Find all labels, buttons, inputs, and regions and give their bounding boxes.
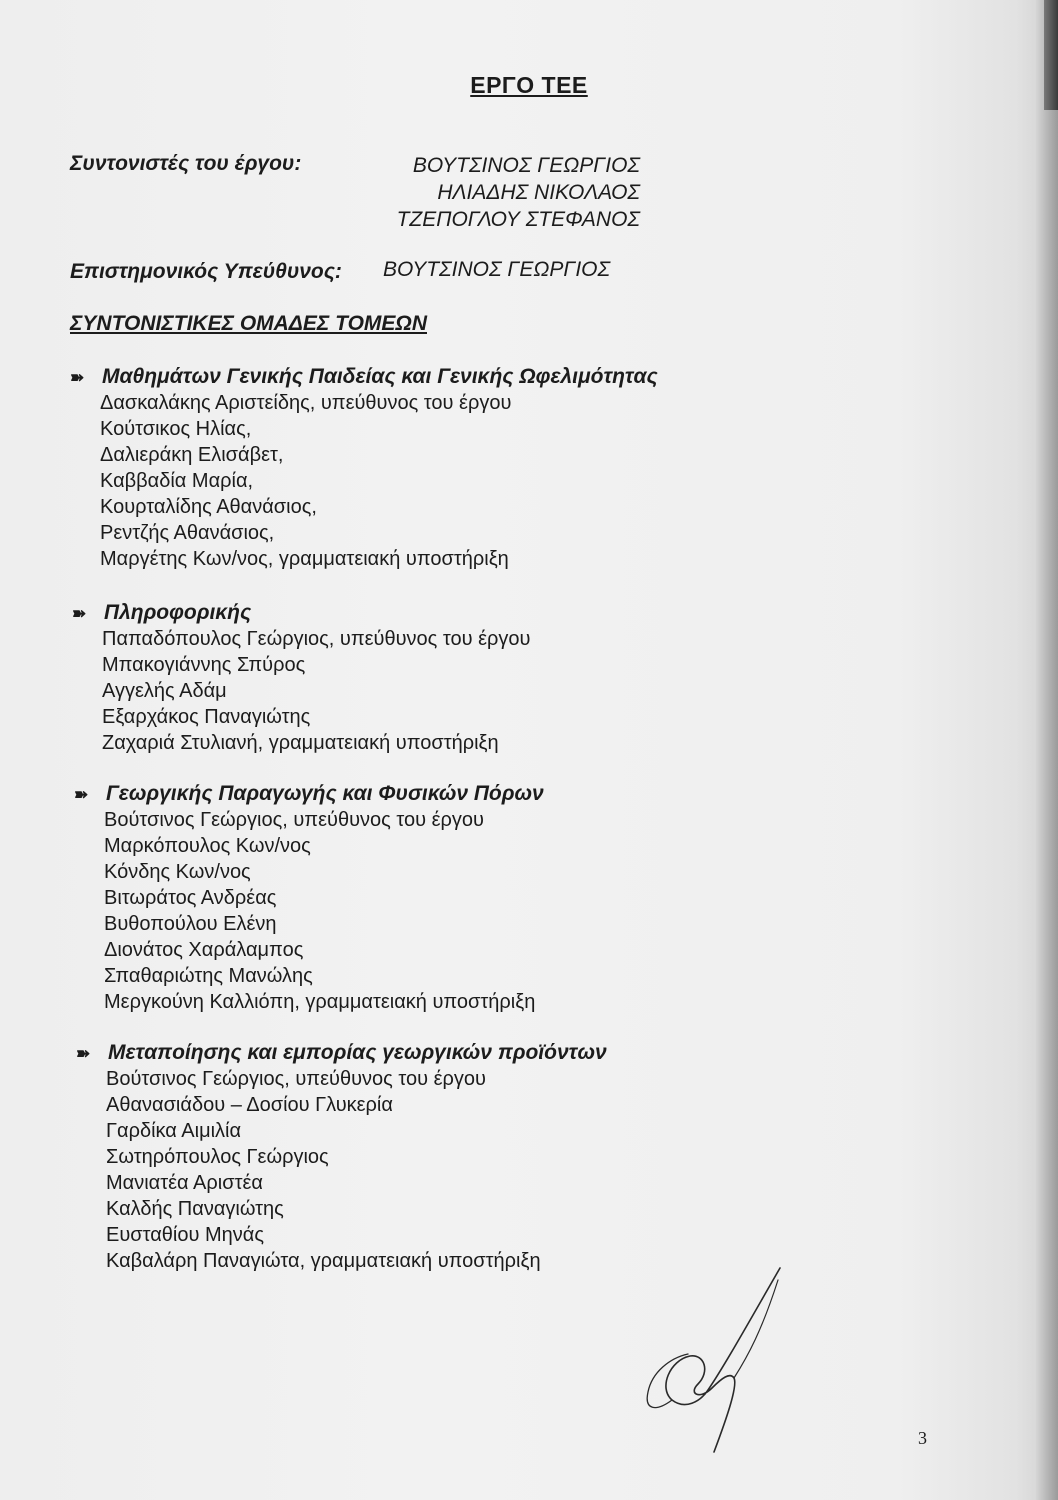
coordinators-label: Συντονιστές του έργου: [70,152,302,175]
list-item: Ευσταθίου Μηνάς [106,1224,264,1246]
list-item: Κούτσικος Ηλίας, [100,418,252,440]
list-item: Μεργκούνη Καλλιόπη, γραμματειακή υποστήριξη [104,991,536,1013]
list-item: Δαλιεράκη Ελισάβετ, [100,444,284,466]
section-processing-trade [76,1040,607,1274]
list-item: Βιτωράτος Ανδρέας [104,887,277,909]
coordinators-names [340,152,640,233]
member-list [104,807,544,1015]
section-general-education [70,364,658,572]
list-item: Κόνδης Κων/νος [104,861,251,883]
list-item: Καλδής Παναγιώτης [106,1198,284,1220]
arrow-bullet-icon: ➽ [72,604,87,623]
section-informatics [72,600,530,756]
arrow-bullet-icon: ➽ [76,1044,91,1063]
list-item: Σπαθαριώτης Μανώλης [104,965,313,987]
member-list [106,1066,607,1274]
arrow-bullet-icon: ➽ [74,785,89,804]
scientific-lead-label: Επιστημονικός Υπεύθυνος: [70,260,342,283]
coordinator-name: ΤΖΕΠΟΓΛΟΥ ΣΤΕΦΑΝΟΣ [396,208,640,231]
groups-heading: ΣΥΝΤΟΝΙΣΤΙΚΕΣ ΟΜΑΔΕΣ ΤΟΜΕΩΝ [70,312,427,335]
list-item: Βούτσινος Γεώργιος, υπεύθυνος του έργου [104,809,484,831]
list-item: Εξαρχάκος Παναγιώτης [102,706,311,728]
section-heading [70,364,658,390]
list-item: Αθανασιάδου – Δοσίου Γλυκερία [106,1094,393,1116]
section-title: Μεταποίησης και εμπορίας γεωργικών προϊόντων [108,1041,607,1064]
section-title: Πληροφορικής [104,601,252,624]
list-item: Βούτσινος Γεώργιος, υπεύθυνος του έργου [106,1068,486,1090]
page-edge [1036,0,1058,1500]
member-list [102,626,530,756]
member-list [100,390,658,572]
list-item: Βυθοπούλου Ελένη [104,913,277,935]
document-title: ΕΡΓΟ ΤΕΕ [470,72,588,98]
page-number: 3 [918,1428,927,1448]
list-item: Ρεντζής Αθανάσιος, [100,522,275,544]
list-item: Κουρταλίδης Αθανάσιος, [100,496,317,518]
list-item: Μαργέτης Κων/νος, γραμματειακή υποστήριξη [100,548,509,570]
list-item: Μπακογιάννης Σπύρος [102,654,306,676]
list-item: Μαρκόπουλος Κων/νος [104,835,311,857]
arrow-bullet-icon: ➽ [70,368,85,387]
list-item: Σωτηρόπουλος Γεώργιος [106,1146,329,1168]
section-heading [72,600,530,626]
scientific-lead-name: ΒΟΥΤΣΙΝΟΣ ΓΕΩΡΓΙΟΣ [383,258,611,281]
list-item: Μανιατέα Αριστέα [106,1172,263,1194]
section-title: Μαθημάτων Γενικής Παιδείας και Γενικής Ωφελιμότητας [102,365,658,388]
coordinator-name: ΒΟΥΤΣΙΝΟΣ ΓΕΩΡΓΙΟΣ [412,154,640,177]
list-item: Παπαδόπουλος Γεώργιος, υπεύθυνος του έργου [102,628,531,650]
list-item: Γαρδίκα Αιμιλία [106,1120,242,1142]
list-item: Δασκαλάκης Αριστείδης, υπεύθυνος του έργου [100,392,512,414]
list-item: Διονάτος Χαράλαμπος [104,939,304,961]
list-item: Αγγελής Αδάμ [102,680,227,702]
section-heading [76,1040,607,1066]
list-item: Ζαχαριά Στυλιανή, γραμματειακή υποστήριξη [102,732,499,754]
section-agricultural-production [74,781,544,1015]
section-title: Γεωργικής Παραγωγής και Φυσικών Πόρων [106,782,544,805]
list-item: Καβαλάρη Παναγιώτα, γραμματειακή υποστήριξη [106,1250,541,1272]
section-heading [74,781,544,807]
handwritten-signature [630,1260,800,1460]
coordinator-name: ΗΛΙΑΔΗΣ ΝΙΚΟΛΑΟΣ [437,181,640,204]
list-item: Καββαδία Μαρία, [100,470,254,492]
